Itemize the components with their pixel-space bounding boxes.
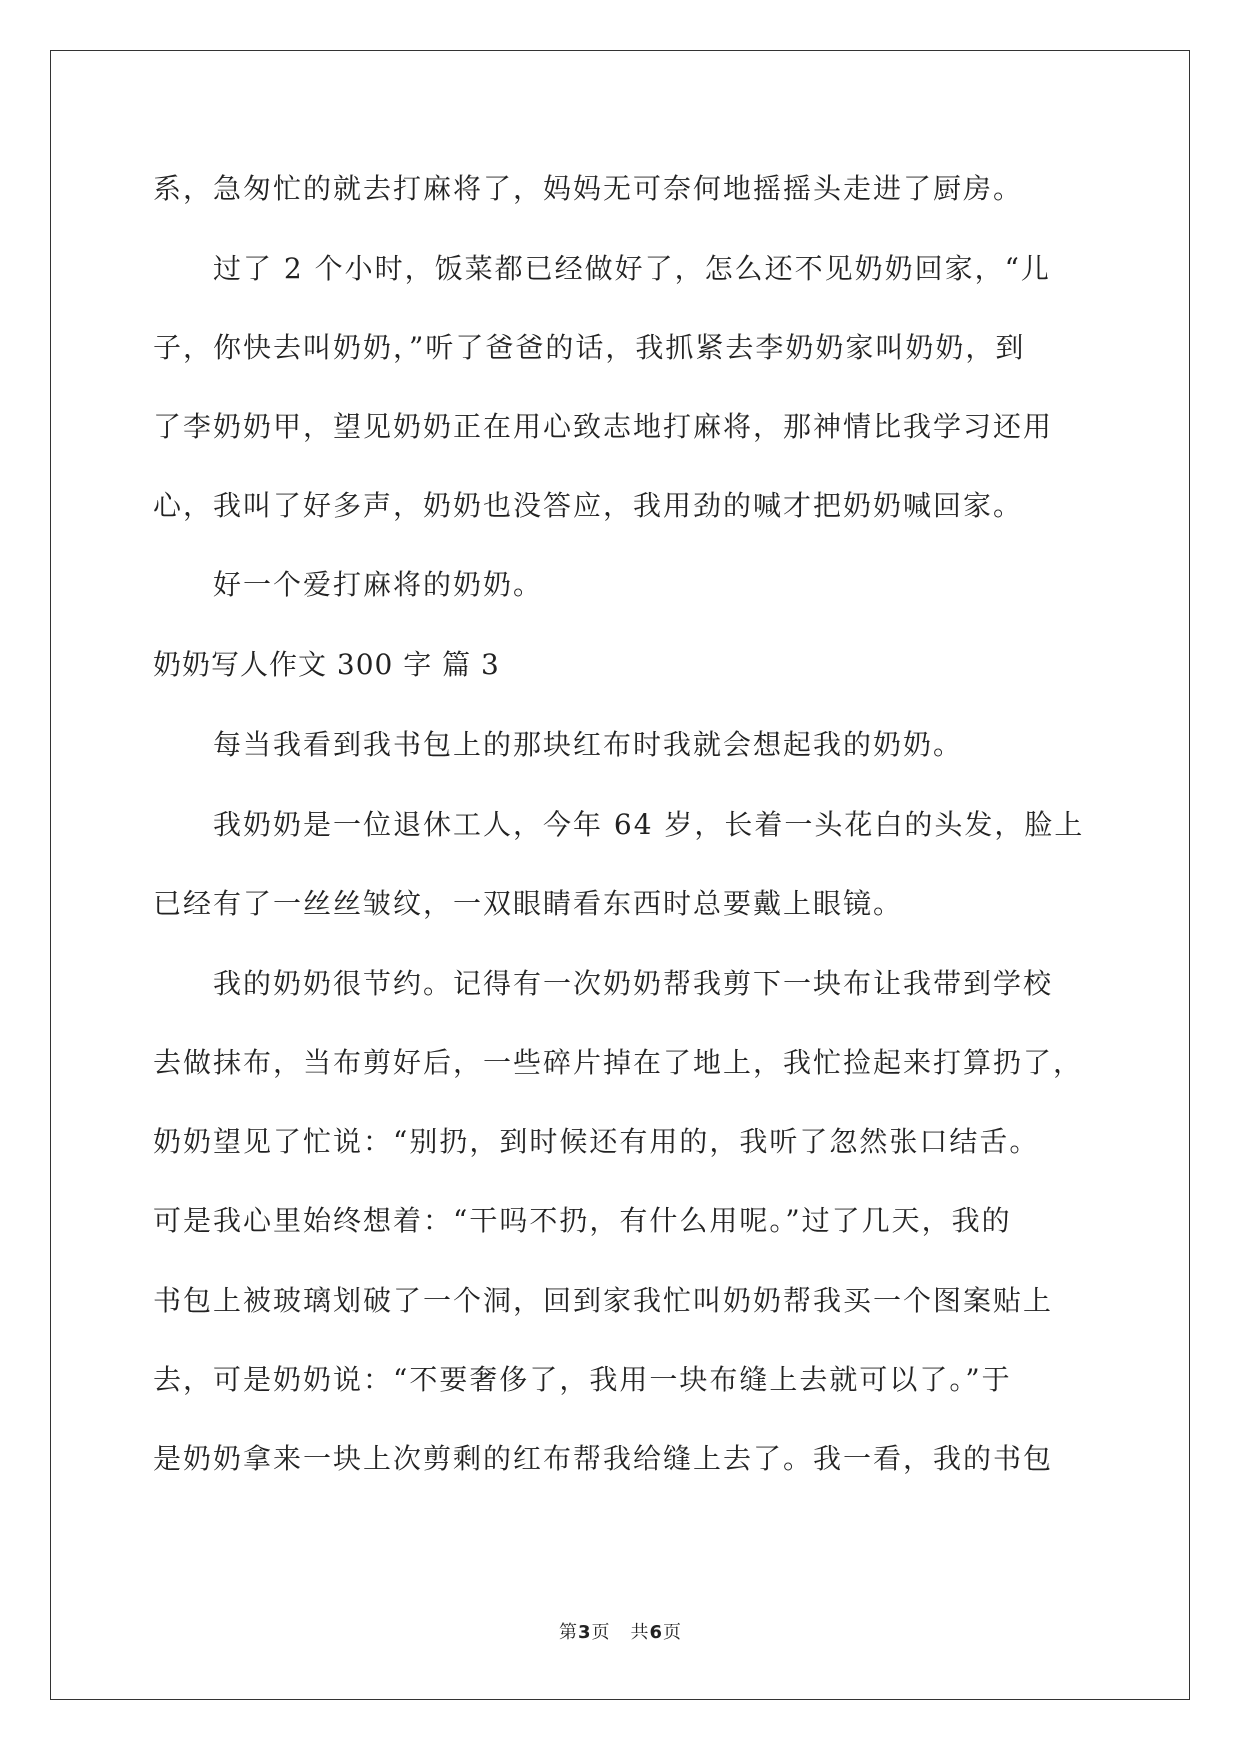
footer-total-number: 6 <box>649 1622 664 1643</box>
footer-page-number: 3 <box>577 1622 592 1643</box>
paragraph-line: 了李奶奶甲，望见奶奶正在用心致志地打麻将，那神情比我学习还用 <box>153 410 1054 443</box>
paragraph-line: 可是我心里始终想着：“干吗不扔，有什么用呢。”过了几天，我的 <box>153 1204 1012 1237</box>
paragraph-line: 心，我叫了好多声，奶奶也没答应，我用劲的喊才把奶奶喊回家。 <box>153 489 1024 522</box>
paragraph-line: 我奶奶是一位退休工人，今年 64 岁，长着一头花白的头发，脸上 <box>213 808 1085 841</box>
footer-total-prefix: 共 <box>630 1622 650 1643</box>
footer-page-prefix: 第 <box>558 1622 578 1643</box>
paragraph-line: 奶奶望见了忙说：“别扔，到时候还有用的，我听了忽然张口结舌。 <box>153 1125 1040 1158</box>
paragraph-line: 书包上被玻璃划破了一个洞，回到家我忙叫奶奶帮我买一个图案贴上 <box>153 1284 1054 1317</box>
footer-page-suffix: 页 <box>591 1622 611 1643</box>
footer-total-suffix: 页 <box>663 1622 683 1643</box>
paragraph-line: 好一个爱打麻将的奶奶。 <box>213 568 544 601</box>
paragraph-line: 是奶奶拿来一块上次剪剩的红布帮我给缝上去了。我一看，我的书包 <box>153 1442 1054 1475</box>
paragraph-line: 去，可是奶奶说：“不要奢侈了，我用一块布缝上去就可以了。”于 <box>153 1363 1012 1396</box>
section-heading: 奶奶写人作文 300 字 篇 3 <box>153 648 500 681</box>
paragraph-line: 过了 2 个小时，饭菜都已经做好了，怎么还不见奶奶回家，“儿 <box>213 252 1051 285</box>
paragraph-line: 每当我看到我书包上的那块红布时我就会想起我的奶奶。 <box>213 728 964 761</box>
paragraph-line: 我的奶奶很节约。记得有一次奶奶帮我剪下一块布让我带到学校 <box>213 967 1054 1000</box>
paragraph-line: 已经有了一丝丝皱纹，一双眼睛看东西时总要戴上眼镜。 <box>153 887 904 920</box>
paragraph-line: 去做抹布，当布剪好后，一些碎片掉在了地上，我忙捡起来打算扔了， <box>153 1046 1084 1079</box>
paragraph-line: 系，急匆忙的就去打麻将了，妈妈无可奈何地摇摇头走进了厨房。 <box>153 172 1024 205</box>
paragraph-line: 子，你快去叫奶奶，”听了爸爸的话，我抓紧去李奶奶家叫奶奶，到 <box>153 331 1026 364</box>
page-footer <box>0 1622 1241 1644</box>
